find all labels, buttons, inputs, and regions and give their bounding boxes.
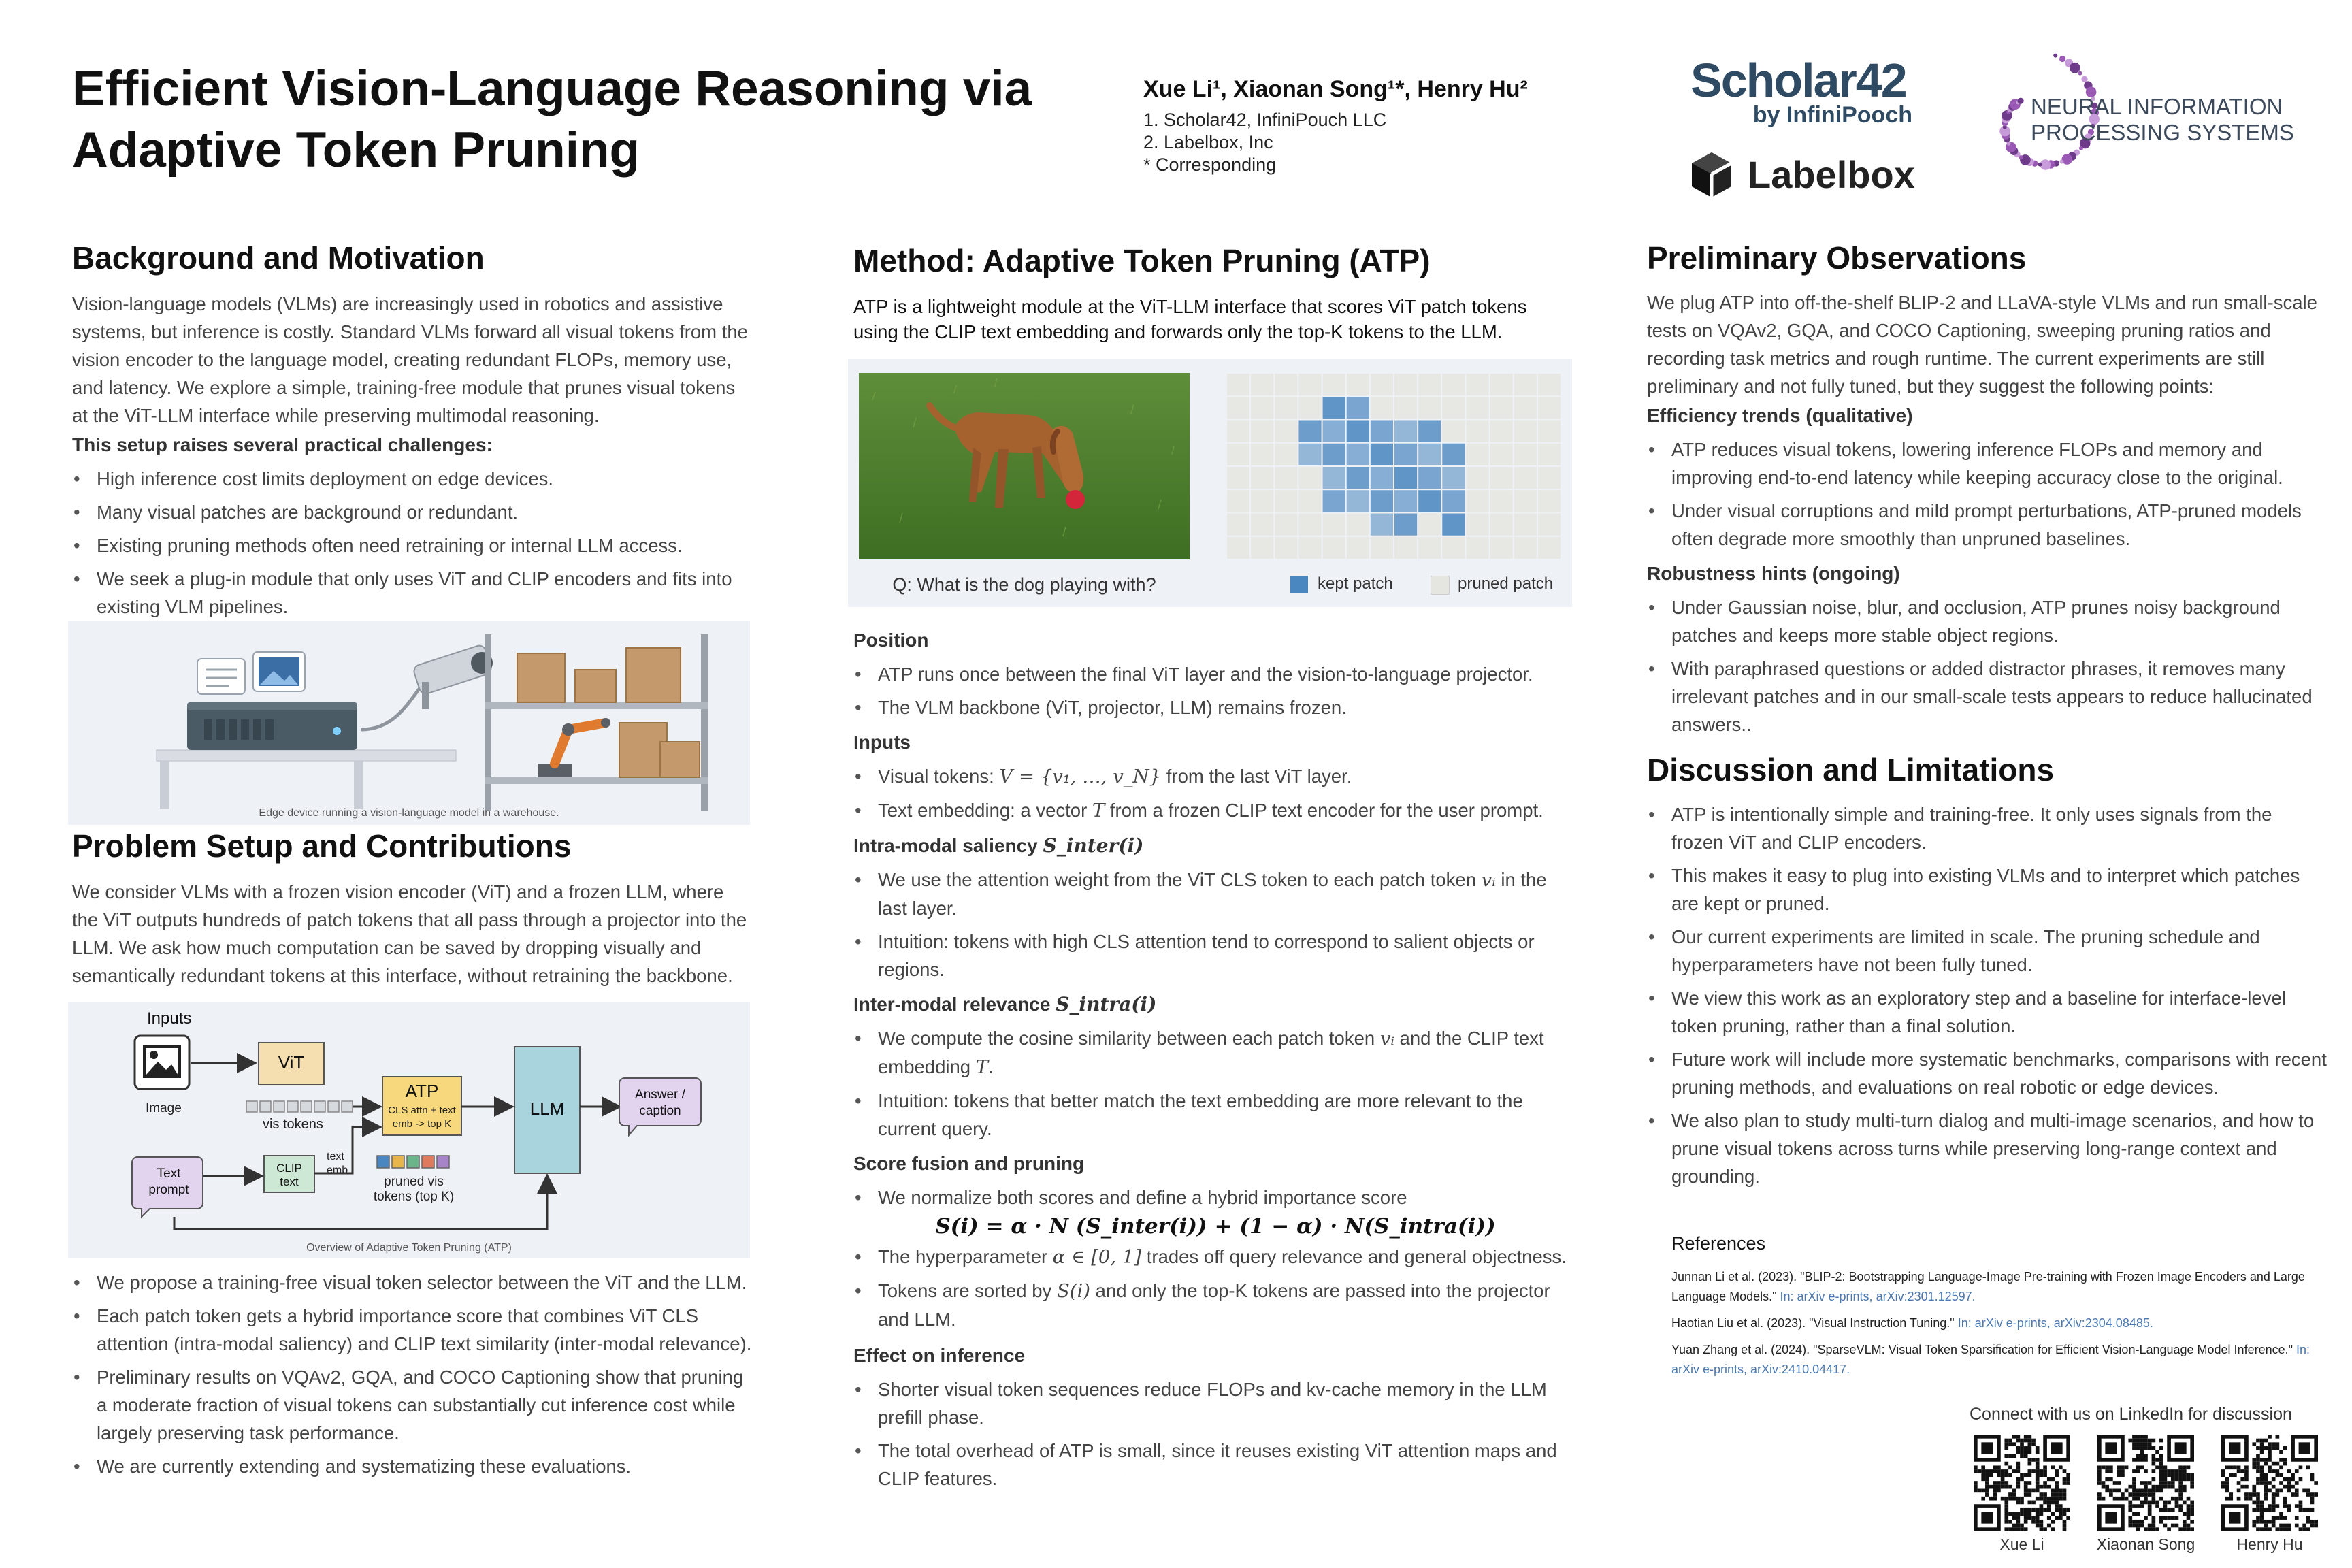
pruned-patch [1227,397,1250,419]
inputs-b1-post: from the last ViT layer. [1161,766,1352,787]
kept-patch [1298,444,1321,466]
pruned-patch [1490,537,1513,559]
inputs-b2-post: from a frozen CLIP text encoder for the user prompt. [1105,800,1544,821]
list-item [853,762,1578,791]
pruned-patch [1466,490,1488,512]
discussion-list [1647,800,2328,1190]
diagram-text-prompt-2: prompt [148,1183,189,1197]
problem-heading: Problem Setup and Contributions [72,828,572,864]
swirl-dot [2078,71,2082,76]
qr-code-xiaonan-song[interactable] [2097,1435,2194,1531]
title-line-2: Adaptive Token Pruning [72,122,640,178]
pruned-patch [1490,444,1513,466]
swirl-dot [2081,76,2087,82]
qr-code-henry-hu[interactable] [2221,1435,2318,1531]
list-item: • Intuition: tokens that better match the text embedding are more relevant to the current query. [853,1087,1578,1143]
kept-patch [1394,444,1417,466]
pruned-patch [1347,537,1369,559]
neurips-text-line-1: NEURAL INFORMATION [2031,94,2283,119]
pruned-patch [1490,421,1513,442]
pruned-patch [1371,537,1393,559]
robustness-list [1647,593,2328,738]
diagram-text-emb-2: emb [327,1164,348,1176]
list-item: • We also plan to study multi-turn dialog and multi-image scenarios, and how to prune visual tokens across turns while preserving long-range context and grounding. [1647,1107,2328,1190]
challenges-label: This setup raises several practical challenges: [72,434,493,455]
inter-label-text: Inter-modal relevance [853,994,1056,1015]
list-item [853,1243,1578,1271]
list-item: • Intuition: tokens with high CLS attention tend to correspond to salient objects or regions. [853,928,1578,983]
fusion-label: Score fusion and pruning [853,1153,1085,1174]
diagram-vit-label: ViT [278,1052,305,1073]
position-label: Position [853,630,929,651]
vis-token-squares [246,1101,353,1112]
pruned-patch [1538,421,1561,442]
pruned-patch [1418,514,1441,536]
pruned-patch [1227,537,1250,559]
kept-patch [1394,421,1417,442]
reference-item [1671,1267,2311,1307]
inputs-label: Inputs [853,732,911,753]
connect-label: Connect with us on LinkedIn for discussion [1970,1405,2292,1424]
kept-patch [1418,444,1441,466]
pruned-patch [1251,374,1273,395]
diagram-pruned-1: pruned vis [384,1175,444,1189]
swirl-dot [2038,163,2042,167]
fusion-b2-text: The hyperparameter [878,1246,1053,1267]
pruned-patch [1298,490,1321,512]
kept-patch [1371,490,1393,512]
list-item: • ATP reduces visual tokens, lowering inference FLOPs and memory and improving end-to-end latency while keeping accuracy close to the original. [1647,436,2328,491]
reference-item [1671,1340,2311,1379]
question-label: Q: What is the dog playing with? [892,574,1156,595]
pruned-patch [1514,490,1537,512]
kept-patch [1347,467,1369,489]
diagram-answer-2: caption [639,1104,681,1118]
inter-label-math: S_intra(i) [1056,993,1157,1015]
kept-patch [1394,514,1417,536]
list-item: • ATP is intentionally simple and training-free. It only uses signals from the frozen ViT and CLIP encoders. [1647,800,2328,856]
diagram-atp-sub-1: CLS attn + text [388,1105,456,1116]
prelim-heading: Preliminary Observations [1647,240,2027,276]
inter-b1-post: . [988,1056,994,1077]
pruned-patch [1251,514,1273,536]
pruned-patch [1347,514,1369,536]
hybrid-score-formula: S(i) = α · N (S_inter(i)) + (1 − α) · N(S_intra(i)) [935,1214,1496,1239]
authors: Xue Li¹, Xiaonan Song¹*, Henry Hu² [1143,76,1528,102]
challenges-list [72,465,753,621]
fusion-b3-post: and only the top-K tokens are passed into the projector and LLM. [878,1280,1550,1330]
diagram-pruned-2: tokens (top K) [373,1190,455,1204]
poster-title [72,59,1134,181]
pruned-patch [1298,467,1321,489]
pruned-token-squares [377,1156,449,1168]
patch-grid [1226,373,1561,559]
references-list [1671,1267,2311,1379]
background-heading: Background and Motivation [72,240,485,276]
pruned-patch [1251,421,1273,442]
atp-overview-diagram [68,1002,750,1258]
neurips-text-line-2: PROCESSING SYSTEMS [2031,120,2294,145]
pruned-patch [1538,514,1561,536]
pruned-patch [1466,537,1488,559]
atp-overview-figure [68,1002,750,1258]
kept-patch [1323,467,1345,489]
scholar42-logo-text: Scholar42 [1690,54,1906,107]
inter-label [853,989,1578,1020]
pruned-patch [1227,467,1250,489]
pruned-patch [1227,374,1250,395]
qr-name-xiaonan-song: Xiaonan Song [2096,1535,2195,1553]
pruned-patch [1298,514,1321,536]
diagram-atp-sub-2: emb -> top K [392,1118,452,1130]
kept-patch [1394,490,1417,512]
diagram-vis-tokens-label: vis tokens [263,1117,323,1132]
pruned-patch [1323,514,1345,536]
atp-pruning-figure [848,359,1572,607]
method-intro: ATP is a lightweight module at the ViT-LLM interface that scores ViT patch tokens using the CLIP text embedding and forwards only the top-K tokens to the LLM. [853,296,1527,342]
kept-patch [1323,421,1345,442]
reference-text: Haotian Liu et al. (2023). "Visual Instruction Tuning." [1671,1316,1958,1330]
pruned-patch [1227,490,1250,512]
dog-photo [859,373,1190,559]
reference-link[interactable]: In: arXiv e-prints, arXiv:2301.12597. [1780,1290,1976,1303]
pruned-patch [1514,467,1537,489]
list-item: • We propose a training-free visual token selector between the ViT and the LLM. [72,1269,753,1296]
discussion-heading: Discussion and Limitations [1647,752,2055,787]
fusion-list [853,1183,1578,1211]
kept-patch [1371,467,1393,489]
list-item: • Under visual corruptions and mild prompt perturbations, ATP-pruned models often degrade more smoothly than unpruned baselines. [1647,497,2328,553]
pruned-patch [1490,514,1513,536]
fusion-b2-post: trades off query relevance and general objectness. [1141,1246,1567,1267]
list-item: • Preliminary results on VQAv2, GQA, and COCO Captioning show that pruning a moderate fraction of visual tokens can substantially cut inference cost while largely preserving task performance. [72,1363,753,1447]
list-item: • High inference cost limits deployment on edge devices. [72,465,753,493]
effect-list [853,1375,1578,1492]
reference-link[interactable]: In: arXiv e-prints, arXiv:2304.08485. [1957,1316,2153,1330]
intra-b1-post: in the last layer. [878,869,1547,919]
fusion-list-2 [853,1243,1578,1333]
scholar42-logo [1690,54,1922,129]
intra-b1-text: We use the attention weight from the ViT CLS token to each patch token [878,869,1482,890]
pruned-patch [1538,374,1561,395]
labelbox-logo-text: Labelbox [1748,153,1915,196]
pruned-patch [1251,467,1273,489]
kept-patch [1442,467,1465,489]
list-item: • The VLM backbone (ViT, projector, LLM) remains frozen. [853,693,1578,721]
kept-patch [1418,467,1441,489]
pruned-patch [1371,397,1393,419]
pruned-patch [1418,374,1441,395]
list-item [853,796,1578,825]
pruned-patch [1418,397,1441,419]
kept-patch [1371,421,1393,442]
prelim-section [1647,289,2328,744]
atp-overview-caption: Overview of Adaptive Token Pruning (ATP) [306,1242,512,1254]
pruned-patch [1371,374,1393,395]
fusion-b3-text: Tokens are sorted by [878,1280,1057,1301]
pruned-patch [1442,374,1465,395]
list-item: • Our current experiments are limited in scale. The pruning schedule and hyperparameters have not been fully tuned. [1647,923,2328,979]
swirl-dot [2079,146,2083,150]
method-heading: Method: Adaptive Token Pruning (ATP) [853,243,1431,278]
pruned-patch [1466,514,1488,536]
reference-item [1671,1313,2311,1333]
pruned-patch [1275,467,1297,489]
pruned-patch [1394,374,1417,395]
kept-patch [1323,444,1345,466]
kept-patch [1347,421,1369,442]
pruned-patch [1298,374,1321,395]
pruned-patch [1466,444,1488,466]
inter-b1-math-2: T [975,1056,989,1078]
robustness-label: Robustness hints (ongoing) [1647,563,1900,584]
swirl-dot [2053,54,2057,58]
red-ball [1066,490,1085,509]
warehouse-figure [68,621,750,825]
pruned-patch [1490,490,1513,512]
pruned-patch [1394,537,1417,559]
pruned-patch [1275,421,1297,442]
kept-patch [1371,514,1393,536]
inter-b1-math: vᵢ [1379,1028,1394,1049]
swirl-dot [2070,63,2080,74]
pruned-patch [1227,514,1250,536]
inputs-b2-math: T [1092,800,1105,821]
intra-label-math: S_inter(i) [1043,834,1144,857]
pruned-patch [1394,397,1417,419]
affiliation-2: 2. Labelbox, Inc [1143,132,1273,152]
pruned-patch [1514,514,1537,536]
kept-patch [1442,514,1465,536]
pruned-patch [1538,467,1561,489]
kept-patch [1298,421,1321,442]
qr-name-xue-li: Xue Li [1999,1535,2044,1553]
qr-name-henry-hu: Henry Hu [2236,1535,2303,1553]
inputs-b2-text: Text embedding: a vector [878,800,1092,821]
list-item: • Existing pruning methods often need retraining or internal LLM access. [72,532,753,559]
list-item [853,1277,1578,1333]
swirl-dot [2059,56,2065,62]
list-item: • ATP runs once between the final ViT layer and the vision-to-language projector. [853,660,1578,688]
scholar42-by-text: by InfiniPooch [1752,102,1912,128]
pruned-patch [1514,537,1537,559]
kept-patch-swatch [1290,576,1308,593]
pruned-patch [1275,490,1297,512]
swirl-dot [2018,98,2024,104]
pruned-patch-label: pruned patch [1458,574,1554,593]
kept-patch [1418,421,1441,442]
efficiency-label: Efficiency trends (qualitative) [1647,405,1913,426]
list-item: • Under Gaussian noise, blur, and occlusion, ATP prunes noisy background patches and keeps more stable object regions. [1647,593,2328,649]
diagram-llm-label: LLM [529,1098,565,1119]
kept-patch [1323,397,1345,419]
intra-b1-math: vᵢ [1481,869,1496,891]
pruned-patch [1538,397,1561,419]
pruned-patch [1514,421,1537,442]
pruned-patch [1298,397,1321,419]
problem-intro: We consider VLMs with a frozen vision encoder (ViT) and a frozen LLM, where the ViT outputs hundreds of patch tokens that all pass through a projector into the LLM. We ask how much computation can be saved by dropping visually and semantically redundant tokens at this interface, without retraining the backbone. [72,881,747,986]
diagram-clip-1: CLIP [276,1162,302,1175]
list-item: • Each patch token gets a hybrid importance score that combines ViT CLS attention (intra-modal saliency) and CLIP text similarity (inter-modal relevance). [72,1302,753,1358]
labelbox-logo [1690,148,1922,200]
pruned-patch [1514,397,1537,419]
intra-list [853,866,1578,983]
fusion-b3-math: S(i) [1056,1280,1091,1302]
pruned-patch [1275,444,1297,466]
contributions-list [72,1269,753,1480]
efficiency-list [1647,436,2328,553]
pruned-patch [1514,374,1537,395]
title-line-1: Efficient Vision-Language Reasoning via [72,61,1032,116]
inter-b1-text: We compute the cosine similarity between each patch token [878,1028,1380,1049]
warehouse-illustration [68,621,750,825]
inputs-b1-text: Visual tokens: [878,766,1000,787]
pruned-patch [1275,537,1297,559]
intra-label-text: Intra-modal saliency [853,835,1043,856]
list-item: • The total overhead of ATP is small, since it reuses existing ViT attention maps and CLIP features. [853,1437,1578,1492]
pruned-patch [1275,397,1297,419]
kept-patch [1442,444,1465,466]
pruned-patch [1442,537,1465,559]
inter-list [853,1024,1578,1143]
pruned-patch [1490,397,1513,419]
list-item: • Shorter visual token sequences reduce FLOPs and kv-cache memory in the LLM prefill phase. [853,1375,1578,1431]
discussion-section [1647,796,2328,1196]
labelbox-cube-icon [1690,151,1733,199]
list-item: • Many visual patches are background or redundant. [72,498,753,526]
list-item: • This makes it easy to plug into existing VLMs and to interpret which patches are kept or pruned. [1647,862,2328,917]
affiliation-3: * Corresponding [1143,154,1277,175]
contributions-section [72,1264,753,1486]
diagram-image-label: Image [146,1101,182,1115]
list-item: • We normalize both scores and define a hybrid importance score [853,1183,1578,1211]
pruned-patch [1418,537,1441,559]
background-intro: Vision-language models (VLMs) are increasingly used in robotics and assistive systems, but inference is costly. Standard VLMs forward all visual tokens from the vision encoder to the language model, creating redundant FLOPs, memory use, and latency. We explore a simple, training-free module that prunes visual tokens at the ViT-LLM interface while preserving multimodal reasoning. [72,293,748,426]
affiliations [1143,109,1386,176]
pruned-patch [1466,421,1488,442]
neurips-logo [1963,45,2317,195]
pruned-patch [1323,374,1345,395]
diagram-inputs-label: Inputs [147,1009,192,1028]
pruned-patch [1251,444,1273,466]
pruned-patch [1227,421,1250,442]
pruned-patch [1538,490,1561,512]
list-item: • We seek a plug-in module that only uses ViT and CLIP encoders and fits into existing VLM pipelines. [72,565,753,621]
pruned-patch [1514,444,1537,466]
pruned-patch [1466,467,1488,489]
pruned-patch [1298,537,1321,559]
pruned-patch [1466,397,1488,419]
references-heading: References [1671,1233,1766,1254]
kept-patch [1371,444,1393,466]
qr-code-xue-li[interactable] [1974,1435,2070,1531]
list-item: • With paraphrased questions or added distractor phrases, it removes many irrelevant patches and in our small-scale tests appears to reduce hallucinated answers.. [1647,655,2328,738]
pruned-patch [1347,374,1369,395]
pruned-patch [1442,397,1465,419]
pruned-patch [1323,537,1345,559]
reference-text: Yuan Zhang et al. (2024). "SparseVLM: Visual Token Sparsification for Efficient Vision-Language Model Inference." [1671,1343,2296,1356]
pruned-patch [1251,490,1273,512]
diagram-answer-1: Answer / [635,1088,685,1102]
pruned-patch [1251,397,1273,419]
reference-link[interactable]: In: arXiv e-prints, arXiv:2410.04417. [1671,1343,2310,1376]
pruned-patch [1227,444,1250,466]
inputs-list [853,762,1578,825]
kept-patch [1347,397,1369,419]
list-item [853,866,1578,922]
kept-patch [1394,467,1417,489]
prelim-intro: We plug ATP into off-the-shelf BLIP-2 and LLaVA-style VLMs and run small-scale tests on VQAv2, GQA, and COCO Captioning, sweeping pruning ratios and recording task metrics and rough runtime. The current experiments are still preliminary and not fully tuned, but they suggest the following points: [1647,292,2317,397]
warehouse-figure-caption: Edge device running a vision-language model in a warehouse. [259,807,559,819]
inputs-b1-math: V = {v₁, …, v_N} [999,766,1162,787]
pruned-patch [1490,374,1513,395]
pruned-patch [1275,374,1297,395]
diagram-atp-label: ATP [405,1081,439,1101]
kept-patch [1347,490,1369,512]
method-body [853,625,1578,1498]
position-list [853,660,1578,721]
diagram-text-prompt-1: Text [157,1166,181,1181]
list-item: • We are currently extending and systematizing these evaluations. [72,1452,753,1480]
pruned-patch-swatch [1431,576,1450,595]
diagram-clip-2: text [280,1175,299,1188]
reference-text: Junnan Li et al. (2023). "BLIP-2: Bootstrapping Language-Image Pre-training with Frozen Image Encoders and Large Language Models." [1671,1270,2305,1303]
list-item: • We view this work as an exploratory step and a baseline for interface-level token pruning, rather than a final solution. [1647,984,2328,1040]
kept-patch [1442,490,1465,512]
pruned-patch [1466,374,1488,395]
swirl-dot [2060,160,2064,164]
kept-patch-label: kept patch [1318,574,1393,593]
kept-patch [1418,490,1441,512]
pruned-patch [1275,514,1297,536]
background-section [72,290,753,626]
list-item [853,1024,1578,1081]
inter-b1-mid: and the CLIP text embedding [878,1028,1544,1077]
kept-patch [1347,444,1369,466]
pruned-patch [1538,537,1561,559]
pruned-patch [1251,537,1273,559]
kept-patch [1323,490,1345,512]
list-item: • Future work will include more systematic benchmarks, comparisons with recent pruning methods, and evaluations on real robotic or edge devices. [1647,1045,2328,1101]
affiliation-1: 1. Scholar42, InfiniPouch LLC [1143,110,1387,130]
pruned-patch [1490,467,1513,489]
fusion-b2-math: α ∈ [0, 1] [1052,1246,1142,1268]
intra-label [853,830,1578,862]
swirl-dot [2062,154,2073,165]
pruned-patch [1538,444,1561,466]
pruned-patch [1442,421,1465,442]
diagram-text-emb-1: text [327,1151,344,1162]
effect-label: Effect on inference [853,1345,1026,1366]
